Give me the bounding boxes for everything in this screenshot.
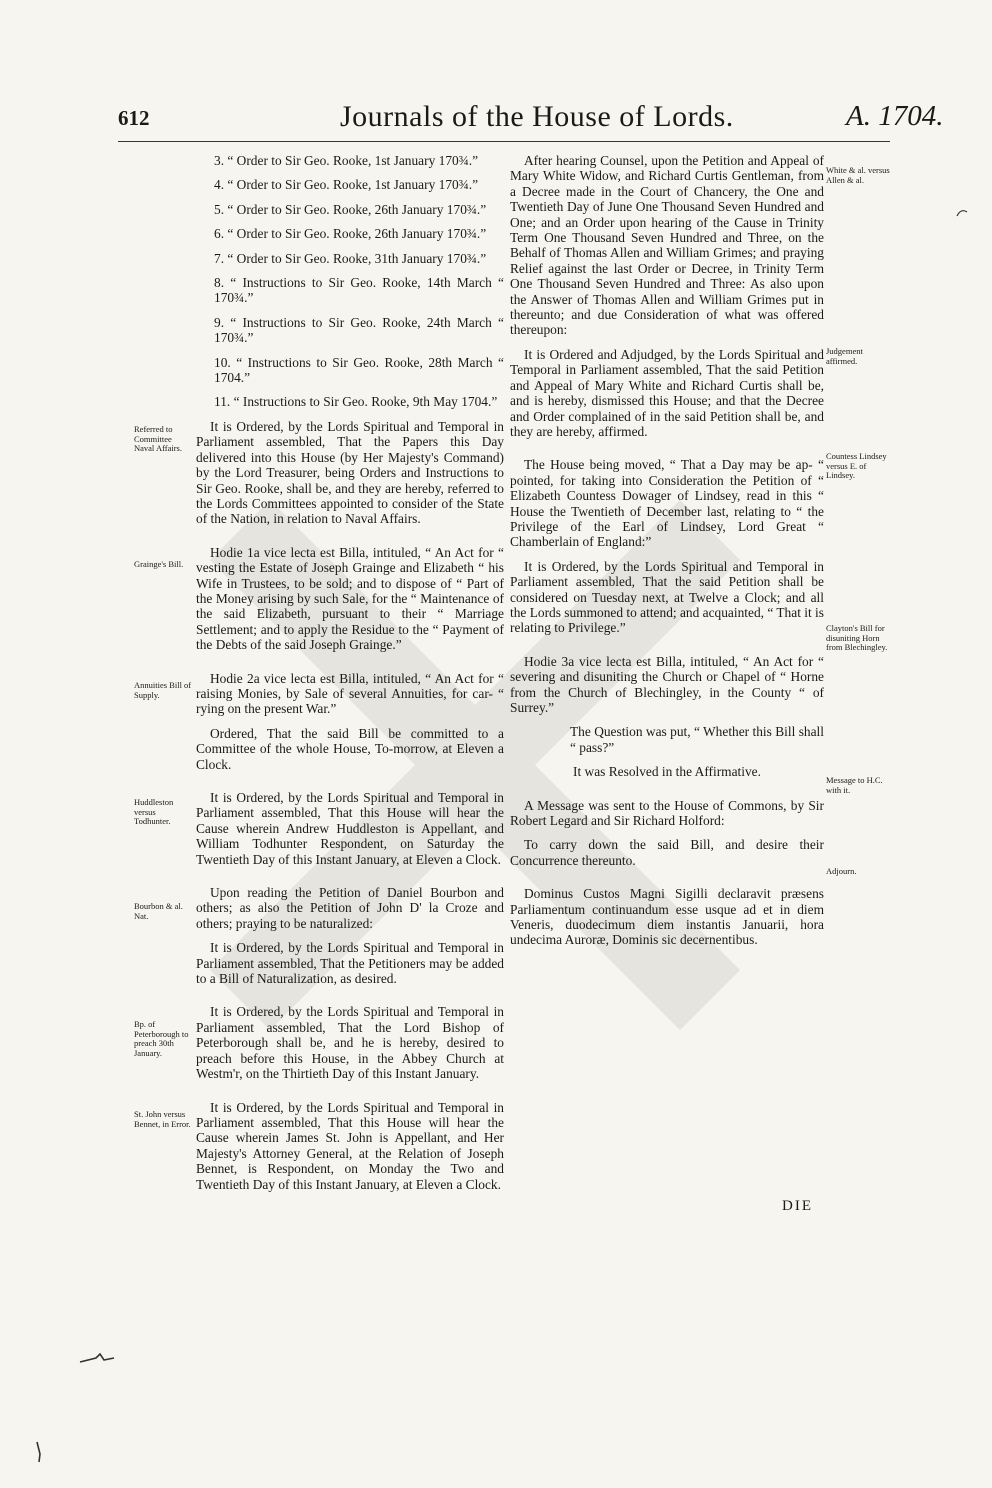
entry-paragraph: It is Ordered and Adjudged, by the Lords Spiritual and Temporal in Parliament assembled, That the said Petition and Appeal of Mary White and Richard Curtis shall be, and is hereby, dismissed this House; and that the Decree and Order complained of in the said Petition shall be, and they are hereby, affirmed. [510, 346, 824, 439]
margin-note: Countess Lindsey versus E. of Lindsey. [826, 451, 887, 480]
list-item: 7. “ Order to Sir Geo. Rooke, 31th January 170¾.” [214, 250, 487, 266]
entry-paragraph: The Question was put, “ Whether this Bill shall “ pass?” [570, 724, 824, 755]
margin-note: Huddleston versus Todhunter. [134, 797, 174, 826]
list-item: 11. “ Instructions to Sir Geo. Rooke, 9th May 1704.” [214, 394, 498, 410]
scan-mark-icon [34, 1440, 46, 1464]
margin-note: Clayton's Bill for disuniting Horn from Blechingley. [826, 623, 888, 652]
list-item: 9. “ Instructions to Sir Geo. Rooke, 24th March “ 170¾.” [214, 314, 504, 346]
entry-paragraph: Hodie 2a vice lecta est Billa, intituled, “ An Act for “ raising Monies, by Sale of several Annuities, for car- “ rying on the present War.” [196, 670, 504, 717]
entry-paragraph: Hodie 3a vice lecta est Billa, intituled, “ An Act for “ severing and disuniting the Church or Chapel of “ Horne from the Church of Blechingley, in the County “ of Surrey.” [510, 653, 824, 715]
margin-note: Judgement affirmed. [826, 346, 863, 366]
page-number: 612 [118, 106, 150, 130]
list-item: 3. “ Order to Sir Geo. Rooke, 1st January 170¾.” [214, 153, 479, 168]
margin-note: Adjourn. [826, 866, 857, 876]
entry-paragraph: Dominus Custos Magni Sigilli declaravit præsens Parliamentum continuandum esse usque ad et in diem Veneris, duodecimum diem instantis Januarii, hora undecima Auroræ, Dominis sic decernentibus. [510, 886, 824, 948]
margin-note: St. John versus Bennet, in Error. [134, 1109, 191, 1129]
entry-paragraph: It is Ordered, by the Lords Spiritual and Temporal in Parliament assembled, That the said Petition shall be considered on Tuesday next, at Twelve a Clock; and all the Lords summoned to attend; and acquainted, “ That it is relating to Privilege.” [510, 558, 824, 636]
margin-note: White & al. versus Allen & al. [826, 165, 890, 185]
list-item: 4. “ Order to Sir Geo. Rooke, 1st January 170¾.” [214, 177, 479, 193]
entry-paragraph: It is Ordered, by the Lords Spiritual and Temporal in Parliament assembled, That this House will hear the Cause wherein Andrew Huddleston is Appellant, and William Todhunter Respondent, on Saturday the Twentieth Day of this Instant January, at Eleven a Clock. [196, 790, 504, 867]
margin-note: Annuities Bill of Supply. [134, 680, 192, 700]
entry-paragraph: Hodie 1a vice lecta est Billa, intituled, “ An Act for “ vesting the Estate of Joseph Grainge and Elizabeth “ his Wife in Trustees, to be sold; and to dispose of “ Part of the Money arising by such Sale, for the “ Maintenance of the said Elizabeth, pursuant to their “ Marriage Settlement; and to apply the Residue to the “ Payment of the Debts of the said Joseph Grainge.” [196, 544, 504, 653]
entry-paragraph: It was Resolved in the Affirmative. [573, 764, 761, 780]
margin-note: Message to H.C. with it. [826, 775, 883, 795]
entry-paragraph: A Message was sent to the House of Commons, by Sir Robert Legard and Sir Richard Holford: [510, 797, 824, 829]
entry-paragraph: Ordered, That the said Bill be committed to a Committee of the whole House, To-morrow, at Eleven a Clock. [196, 725, 504, 772]
margin-note: Referred to Committee Naval Affairs. [134, 424, 182, 453]
left-column [196, 153, 504, 1192]
page-title: Journals of the House of Lords. [340, 100, 734, 133]
entry-paragraph: The House being moved, “ That a Day may be ap- “ pointed, for taking into Consideration the Petition of “ Elizabeth Countess Dowager of Lindsey, read in this “ House the Twentieth of December last, relating to “ the Privilege of the Earl of Lindsey, Lord Great “ Chamberlain of England:” [510, 457, 824, 550]
header-rule [118, 141, 890, 142]
scan-mark-icon [955, 206, 969, 218]
entry-paragraph: It is Ordered, by the Lords Spiritual and Temporal in Parliament assembled, That this House will hear the Cause wherein James St. John is Appellant, and Her Majesty's Attorney General, at the Relation of Joseph Bennet, is Respondent, on Monday the Two and Twentieth Day of this Instant January, at Eleven a Clock. [196, 1099, 504, 1192]
list-item: 6. “ Order to Sir Geo. Rooke, 26th January 170¾.” [214, 226, 487, 242]
list-item: 8. “ Instructions to Sir Geo. Rooke, 14th March “ 170¾.” [214, 275, 504, 306]
margin-note: Bp. of Peterborough to preach 30th January. [134, 1019, 189, 1058]
entry-paragraph: It is Ordered, by the Lords Spiritual and Temporal in Parliament assembled, That the Petitioners may be added to a Bill of Naturalization, as desired. [196, 940, 504, 987]
list-item: 10. “ Instructions to Sir Geo. Rooke, 28th March “ 1704.” [214, 354, 504, 386]
margin-note: Bourbon & al. Nat. [134, 901, 183, 921]
entry-paragraph: Upon reading the Petition of Daniel Bourbon and others; as also the Petition of John D' la Croze and others; praying to be naturalized: [196, 885, 504, 931]
right-column [510, 153, 824, 948]
margin-note: Grainge's Bill. [134, 559, 184, 569]
page-year: A. 1704. [846, 100, 944, 132]
list-item: 5. “ Order to Sir Geo. Rooke, 26th January 170¾.” [214, 201, 487, 217]
entry-paragraph: After hearing Counsel, upon the Petition and Appeal of Mary White Widow, and Richard Curtis Gentleman, from a Decree made in the Court of Chancery, the One and Twentieth Day of June One Thousand Seven Hundred and One; and an Order upon hearing of the Cause in Trinity Term One Thousand Seven Hundred and Three, on the Behalf of Thomas Allen and William Grimes; and praying Relief against the last Order or Decree, in Trinity Term One Thousand Seven Hundred and Three: As also upon the Answer of Thomas Allen and William Grimes put in thereunto; and due Consideration of what was offered thereupon: [510, 153, 824, 338]
entry-paragraph: It is Ordered, by the Lords Spiritual and Temporal in Parliament assembled, That the Lord Bishop of Peterborough shall be, and he is hereby, desired to preach before this House, in the Abbey Church at Westm'r, on the Thirtieth Day of this Instant January. [196, 1004, 504, 1082]
catchword: DIE [782, 1198, 813, 1214]
scan-mark-icon [78, 1348, 118, 1368]
entry-paragraph: It is Ordered, by the Lords Spiritual and Temporal in Parliament assembled, That the Papers this Day delivered into this House (by Her Majesty's Command) by the Lord Treasurer, being Orders and Instructions to Sir Geo. Rooke, shall be, and they are hereby, referred to the Lords Committees appointed to consider of the State of the Nation, in relation to Naval Affairs. [196, 418, 504, 527]
entry-paragraph: To carry down the said Bill, and desire their Concurrence thereunto. [510, 837, 824, 868]
